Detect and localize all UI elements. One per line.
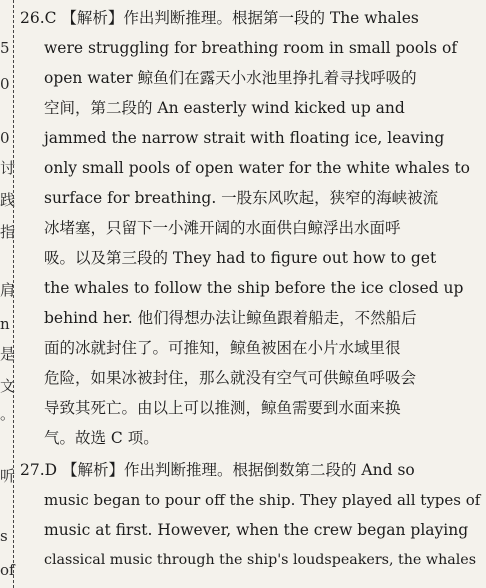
margin-fragment: 0: [0, 129, 10, 147]
margin-fragment: n: [0, 315, 10, 333]
dashed-binding-line: [13, 0, 14, 588]
margin-fragment: 指: [0, 223, 16, 241]
text-line: the whales to follow the ship before the ice closed up: [44, 279, 464, 297]
text-line: 空间，第二段的 An easterly wind kicked up and: [44, 99, 405, 117]
margin-fragment: 肩: [0, 281, 16, 299]
margin-fragment: 0: [0, 75, 10, 93]
text-line: surface for breathing. 一股东风吹起，狭窄的海峡被流: [44, 189, 439, 207]
text-line: 导致其死亡。由以上可以推测，鲸鱼需要到水面来换: [44, 399, 401, 417]
answer-26-heading: 26.C 【解析】作出判断推理。根据第一段的 The whales: [20, 9, 419, 27]
text-line: 气。故选 C 项。: [44, 429, 159, 447]
margin-fragment: 。: [0, 405, 16, 423]
margin-fragment: 文: [0, 377, 16, 395]
text-line: open water 鲸鱼们在露天小水池里挣扎着寻找呼吸的: [44, 69, 417, 87]
margin-fragment: of: [0, 561, 15, 579]
text-line: 面的冰就封住了。可推知，鲸鱼被困在小片水域里很: [44, 339, 401, 357]
margin-fragment: s: [0, 527, 8, 545]
text-line: jammed the narrow strait with floating ice, leaving: [44, 129, 445, 147]
answer-27-heading: 27.D 【解析】作出判断推理。根据倒数第二段的 And so: [20, 461, 415, 479]
text-line: music began to pour off the ship. They played all types of: [44, 491, 481, 509]
text-line: only small pools of open water for the white whales to: [44, 159, 471, 177]
text-line: music at first. However, when the crew began playing: [44, 521, 469, 539]
margin-fragment: 讨: [0, 159, 16, 177]
text-line: classical music through the ship's loudspeakers, the whales: [44, 552, 477, 568]
text-line: behind her. 他们得想办法让鲸鱼跟着船走，不然船后: [44, 309, 417, 327]
margin-fragment: 5: [0, 39, 10, 57]
text-line: 冰堵塞，只留下一小滩开阔的水面供白鲸浮出水面呼: [44, 219, 401, 237]
margin-fragment: 践: [0, 191, 16, 209]
left-margin-fragments: [0, 0, 16, 588]
text-line: were struggling for breathing room in small pools of: [44, 39, 458, 57]
margin-fragment: 是: [0, 345, 16, 363]
text-line: 吸。以及第三段的 They had to figure out how to get: [44, 249, 437, 267]
margin-fragment: 听: [0, 467, 16, 485]
text-line: 危险，如果冰被封住，那么就没有空气可供鲸鱼呼吸会: [44, 369, 417, 387]
